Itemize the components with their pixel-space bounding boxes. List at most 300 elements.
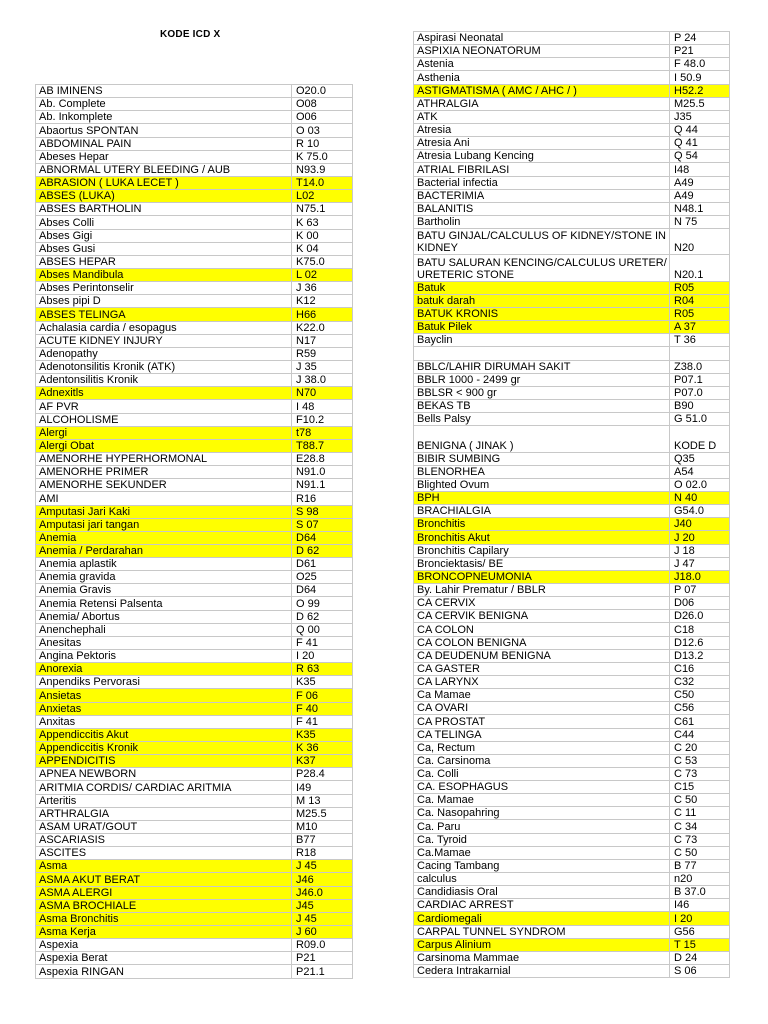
icd-code-cell: M25.5 [670,97,730,110]
icd-code-cell: K 63 [292,216,353,229]
diagnosis-name-cell: Ca.Mamae [414,846,670,859]
table-row [36,229,353,242]
icd-code-cell: N70 [292,387,353,400]
icd-code-cell: N 75 [670,215,730,228]
diagnosis-name-cell: Carsinoma Mammae [414,951,670,964]
icd-code-cell: D 62 [292,610,353,623]
diagnosis-name-cell: BRONCOPNEUMONIA [414,570,670,583]
table-row [414,623,730,636]
icd-code-cell: I 50.9 [670,71,730,84]
icd-code-cell: R09.0 [292,939,353,952]
diagnosis-name-cell: Aspexia RINGAN [36,965,292,978]
diagnosis-name-cell: BIBIR SUMBING [414,452,670,465]
diagnosis-name-cell: CA PROSTAT [414,715,670,728]
table-row [36,124,353,137]
icd-code-cell: T88.7 [292,439,353,452]
table-row [36,676,353,689]
diagnosis-name-cell: Astenia [414,58,670,71]
diagnosis-name-cell [414,347,670,360]
icd-code-cell: S 98 [292,505,353,518]
icd-code-cell: KODE D [670,426,730,452]
diagnosis-name-cell: BATU GINJAL/CALCULUS OF KIDNEY/STONE IN KIDNEY [414,229,670,255]
diagnosis-name-cell: BBLC/LAHIR DIRUMAH SAKIT [414,360,670,373]
diagnosis-name-cell: Appendiccitis Kronik [36,742,292,755]
diagnosis-name-cell: Ca. Paru [414,820,670,833]
icd-code-cell: I46 [670,899,730,912]
diagnosis-name-cell: ATRIAL FIBRILASI [414,163,670,176]
diagnosis-name-cell: ATHRALGIA [414,97,670,110]
icd-code-cell: D26.0 [670,610,730,623]
table-row [36,98,353,111]
table-row [36,544,353,557]
table-row [36,492,353,505]
icd-code-cell [670,347,730,360]
icd-code-cell: B90 [670,399,730,412]
table-row [414,675,730,688]
diagnosis-name-cell: AMI [36,492,292,505]
icd-code-cell: C 73 [670,767,730,780]
table-row [36,400,353,413]
table-row [414,137,730,150]
diagnosis-name-cell: BATUK KRONIS [414,307,670,320]
icd-code-cell: Q 54 [670,150,730,163]
diagnosis-name-cell: Appendiccitis Akut [36,728,292,741]
icd-table-right [413,31,730,978]
diagnosis-name-cell: Ca Mamae [414,689,670,702]
table-row [414,307,730,320]
icd-code-cell: C 20 [670,741,730,754]
icd-code-cell: I49 [292,781,353,794]
diagnosis-name-cell: Achalasia cardia / esopagus [36,321,292,334]
icd-code-cell: N 40 [670,491,730,504]
diagnosis-name-cell: BATU SALURAN KENCING/CALCULUS URETER/ URETERIC STONE [414,255,670,281]
table-row [36,781,353,794]
table-row [414,951,730,964]
icd-code-cell: C61 [670,715,730,728]
table-row [36,387,353,400]
icd-code-cell: C 34 [670,820,730,833]
icd-code-cell: I 20 [292,650,353,663]
icd-code-cell: C16 [670,662,730,675]
diagnosis-name-cell: Anesitas [36,636,292,649]
diagnosis-name-cell: Arteritis [36,794,292,807]
icd-code-cell: N48.1 [670,202,730,215]
table-row [414,754,730,767]
diagnosis-name-cell: Aspirasi Neonatal [414,32,670,45]
icd-code-cell: A49 [670,176,730,189]
diagnosis-name-cell: ABNORMAL UTERY BLEEDING / AUB [36,163,292,176]
diagnosis-name-cell: Anemia gravida [36,571,292,584]
table-row [36,203,353,216]
icd-code-cell: R 63 [292,663,353,676]
icd-code-cell: N91.1 [292,479,353,492]
table-row [36,794,353,807]
diagnosis-name-cell: Atresia Lubang Kencing [414,150,670,163]
icd-code-cell: C32 [670,675,730,688]
diagnosis-name-cell: ASMA AKUT BERAT [36,873,292,886]
icd-code-cell: J 47 [670,557,730,570]
diagnosis-name-cell: Aspexia Berat [36,952,292,965]
icd-code-cell: K22.0 [292,321,353,334]
table-row [36,623,353,636]
icd-code-cell: D61 [292,558,353,571]
icd-code-cell: E28.8 [292,452,353,465]
icd-code-cell: H66 [292,308,353,321]
table-row [36,163,353,176]
icd-code-cell: N75.1 [292,203,353,216]
icd-code-cell: A 37 [670,321,730,334]
diagnosis-name-cell: ABSES BARTHOLIN [36,203,292,216]
diagnosis-name-cell: CA GASTER [414,662,670,675]
diagnosis-name-cell: Aspexia [36,939,292,952]
table-row [36,558,353,571]
table-row [36,242,353,255]
diagnosis-name-cell: Ca. Nasopahring [414,807,670,820]
icd-code-cell: K35 [292,728,353,741]
icd-code-cell: F 41 [292,636,353,649]
diagnosis-name-cell: Carpus Alinium [414,938,670,951]
table-row [414,229,730,255]
table-row [36,374,353,387]
table-row [36,873,353,886]
icd-code-cell: N20 [670,229,730,255]
table-row [36,571,353,584]
icd-code-cell: Q 44 [670,123,730,136]
table-row [414,689,730,702]
icd-code-cell: P21.1 [292,965,353,978]
diagnosis-name-cell: Asma [36,860,292,873]
icd-code-cell: O 03 [292,124,353,137]
diagnosis-name-cell: Abses Gigi [36,229,292,242]
table-row [414,84,730,97]
diagnosis-name-cell: Anemia / Perdarahan [36,544,292,557]
diagnosis-name-cell: Bronchitis [414,518,670,531]
table-row [36,636,353,649]
table-row [414,886,730,899]
table-row [36,820,353,833]
icd-code-cell: D64 [292,584,353,597]
icd-code-cell: D 24 [670,951,730,964]
table-row [36,531,353,544]
table-row [36,255,353,268]
diagnosis-name-cell: APPENDICITIS [36,755,292,768]
icd-code-cell: D12.6 [670,636,730,649]
diagnosis-name-cell: Asthenia [414,71,670,84]
diagnosis-name-cell: ALCOHOLISME [36,413,292,426]
diagnosis-name-cell: Adnexitls [36,387,292,400]
table-row [36,111,353,124]
icd-code-cell: J 20 [670,531,730,544]
diagnosis-name-cell: ASPIXIA NEONATORUM [414,45,670,58]
diagnosis-name-cell: ARITMIA CORDIS/ CARDIAC ARITMIA [36,781,292,794]
diagnosis-name-cell: Bartholin [414,215,670,228]
icd-code-cell: M10 [292,820,353,833]
icd-code-cell: D06 [670,597,730,610]
icd-code-cell: B77 [292,834,353,847]
table-row [36,439,353,452]
icd-code-cell: J 18 [670,544,730,557]
diagnosis-name-cell: BLENORHEA [414,465,670,478]
icd-code-cell: J46.0 [292,886,353,899]
icd-code-cell: P21 [292,952,353,965]
table-row [414,715,730,728]
icd-code-cell: C 50 [670,846,730,859]
diagnosis-name-cell: Cedera Intrakarnial [414,965,670,978]
table-row [414,426,730,452]
diagnosis-name-cell: Anemia Gravis [36,584,292,597]
icd-code-cell: O06 [292,111,353,124]
diagnosis-name-cell: CA COLON BENIGNA [414,636,670,649]
diagnosis-name-cell: BEKAS TB [414,399,670,412]
diagnosis-name-cell: batuk darah [414,294,670,307]
table-row [36,282,353,295]
diagnosis-name-cell: Anemia [36,531,292,544]
table-row [414,32,730,45]
table-row [36,807,353,820]
diagnosis-name-cell: CA CERVIX [414,597,670,610]
table-row [414,938,730,951]
icd-code-cell: N91.0 [292,466,353,479]
icd-code-cell: N93.9 [292,163,353,176]
table-row [414,702,730,715]
table-row [414,334,730,347]
icd-code-cell: R59 [292,347,353,360]
icd-code-cell: R18 [292,847,353,860]
table-row [36,426,353,439]
diagnosis-name-cell: BENIGNA ( JINAK ) [414,426,670,452]
icd-code-cell: O20.0 [292,85,353,98]
icd-code-cell: O 99 [292,597,353,610]
table-row [36,150,353,163]
diagnosis-name-cell: Ca, Rectum [414,741,670,754]
diagnosis-name-cell: Ab. Inkomplete [36,111,292,124]
table-row [414,833,730,846]
table-row [36,413,353,426]
diagnosis-name-cell: Alergi [36,426,292,439]
icd-code-cell: L02 [292,190,353,203]
icd-code-cell: D64 [292,531,353,544]
diagnosis-name-cell: Ca. Tyroid [414,833,670,846]
diagnosis-name-cell: Amputasi jari tangan [36,518,292,531]
table-row [414,820,730,833]
diagnosis-name-cell: ABRASION ( LUKA LECET ) [36,176,292,189]
table-row [414,97,730,110]
table-row [36,939,353,952]
icd-code-cell: C 11 [670,807,730,820]
table-row [36,360,353,373]
diagnosis-name-cell: BBLR 1000 - 2499 gr [414,373,670,386]
table-row [36,452,353,465]
table-row [36,755,353,768]
icd-code-cell: K 00 [292,229,353,242]
table-row [414,45,730,58]
icd-code-cell: R05 [670,307,730,320]
icd-code-cell: O25 [292,571,353,584]
table-row [414,360,730,373]
diagnosis-name-cell: Batuk [414,281,670,294]
diagnosis-name-cell: Angina Pektoris [36,650,292,663]
table-row [36,742,353,755]
icd-code-cell: M 13 [292,794,353,807]
icd-code-cell: N20.1 [670,255,730,281]
table-row [414,925,730,938]
table-row [414,215,730,228]
table-row [36,347,353,360]
table-row [414,58,730,71]
table-row [36,137,353,150]
diagnosis-name-cell: AMENORHE SEKUNDER [36,479,292,492]
diagnosis-name-cell: Ca. Carsinoma [414,754,670,767]
table-row [36,308,353,321]
icd-code-cell: J 45 [292,860,353,873]
diagnosis-name-cell: CARPAL TUNNEL SYNDROM [414,925,670,938]
diagnosis-name-cell: Anemia aplastik [36,558,292,571]
table-row [36,860,353,873]
diagnosis-name-cell: Alergi Obat [36,439,292,452]
diagnosis-name-cell: ABSES TELINGA [36,308,292,321]
table-row [414,807,730,820]
diagnosis-name-cell: ASTIGMATISMA ( AMC / AHC / ) [414,84,670,97]
table-row [36,321,353,334]
icd-code-cell: J46 [292,873,353,886]
icd-code-cell: K12 [292,295,353,308]
icd-code-cell: G56 [670,925,730,938]
diagnosis-name-cell: ARTHRALGIA [36,807,292,820]
icd-code-cell: R16 [292,492,353,505]
diagnosis-name-cell: BRACHIALGIA [414,505,670,518]
diagnosis-name-cell: BBLSR < 900 gr [414,386,670,399]
icd-code-cell: D 62 [292,544,353,557]
icd-code-cell: J 45 [292,912,353,925]
icd-code-cell: F 41 [292,715,353,728]
table-row [36,715,353,728]
diagnosis-name-cell: Asma Bronchitis [36,912,292,925]
table-row [414,347,730,360]
icd-code-cell: J 60 [292,926,353,939]
icd-code-cell: C 53 [670,754,730,767]
table-row [36,268,353,281]
diagnosis-name-cell: Abses Perintonselir [36,282,292,295]
table-row [36,886,353,899]
table-row [414,163,730,176]
diagnosis-name-cell: ASCARIASIS [36,834,292,847]
diagnosis-name-cell: CA COLON [414,623,670,636]
diagnosis-name-cell: Abaortus SPONTAN [36,124,292,137]
icd-code-cell: F 40 [292,702,353,715]
icd-code-cell: C56 [670,702,730,715]
diagnosis-name-cell: ASAM URAT/GOUT [36,820,292,833]
icd-code-cell: P21 [670,45,730,58]
icd-code-cell: T 15 [670,938,730,951]
table-row [36,190,353,203]
icd-code-cell: K75.0 [292,255,353,268]
diagnosis-name-cell: Abses Mandibula [36,268,292,281]
table-row [414,189,730,202]
icd-code-cell: K35 [292,676,353,689]
diagnosis-name-cell: Anorexia [36,663,292,676]
diagnosis-name-cell: Anenchephali [36,623,292,636]
diagnosis-name-cell: Anpendiks Pervorasi [36,676,292,689]
table-row [36,479,353,492]
table-row [414,176,730,189]
icd-code-cell: D13.2 [670,649,730,662]
table-row [414,899,730,912]
icd-code-cell: C 50 [670,794,730,807]
table-row [414,110,730,123]
table-row [414,873,730,886]
icd-code-cell: F 48.0 [670,58,730,71]
icd-code-cell: S 06 [670,965,730,978]
diagnosis-name-cell: Ca. Mamae [414,794,670,807]
diagnosis-name-cell: Cardiomegali [414,912,670,925]
icd-code-cell: Q35 [670,452,730,465]
table-row [414,518,730,531]
diagnosis-name-cell: calculus [414,873,670,886]
icd-code-cell: I 48 [292,400,353,413]
diagnosis-name-cell: Abses Gusi [36,242,292,255]
icd-code-cell: M25.5 [292,807,353,820]
diagnosis-name-cell: ASMA BROCHIALE [36,899,292,912]
diagnosis-name-cell: Atresia [414,123,670,136]
diagnosis-name-cell: Blighted Ovum [414,478,670,491]
diagnosis-name-cell: CA TELINGA [414,728,670,741]
icd-table-left [35,84,353,979]
table-row [36,912,353,925]
icd-code-cell: N17 [292,334,353,347]
diagnosis-name-cell: Bronchitis Akut [414,531,670,544]
icd-code-cell: K 04 [292,242,353,255]
diagnosis-name-cell: Adenotonsilitis Kronik (ATK) [36,360,292,373]
table-row [414,255,730,281]
table-row [414,465,730,478]
diagnosis-name-cell: Ansietas [36,689,292,702]
icd-code-cell: I48 [670,163,730,176]
icd-code-cell: T14.0 [292,176,353,189]
icd-code-cell: P28.4 [292,768,353,781]
icd-code-cell: J 38.0 [292,374,353,387]
table-row [36,768,353,781]
table-row [36,650,353,663]
icd-code-cell: C15 [670,781,730,794]
icd-code-cell: K 36 [292,742,353,755]
diagnosis-name-cell: CA CERVIK BENIGNA [414,610,670,623]
icd-code-cell: B 37.0 [670,886,730,899]
icd-code-cell: C44 [670,728,730,741]
icd-code-cell: F 06 [292,689,353,702]
icd-code-cell: J40 [670,518,730,531]
icd-code-cell: P 24 [670,32,730,45]
diagnosis-name-cell: ABDOMINAL PAIN [36,137,292,150]
table-row [414,557,730,570]
diagnosis-name-cell: AMENORHE PRIMER [36,466,292,479]
diagnosis-name-cell: ASMA ALERGI [36,886,292,899]
diagnosis-name-cell: ASCITES [36,847,292,860]
diagnosis-name-cell: CA. ESOPHAGUS [414,781,670,794]
icd-code-cell: F10.2 [292,413,353,426]
table-row [414,965,730,978]
icd-code-cell: A54 [670,465,730,478]
diagnosis-name-cell: ATK [414,110,670,123]
icd-code-cell: J 35 [292,360,353,373]
diagnosis-name-cell: Cacing Tambang [414,859,670,872]
table-row [414,570,730,583]
table-row [414,281,730,294]
table-row [414,846,730,859]
table-row [36,505,353,518]
diagnosis-name-cell: Bayclin [414,334,670,347]
table-row [36,899,353,912]
diagnosis-name-cell: Ab. Complete [36,98,292,111]
